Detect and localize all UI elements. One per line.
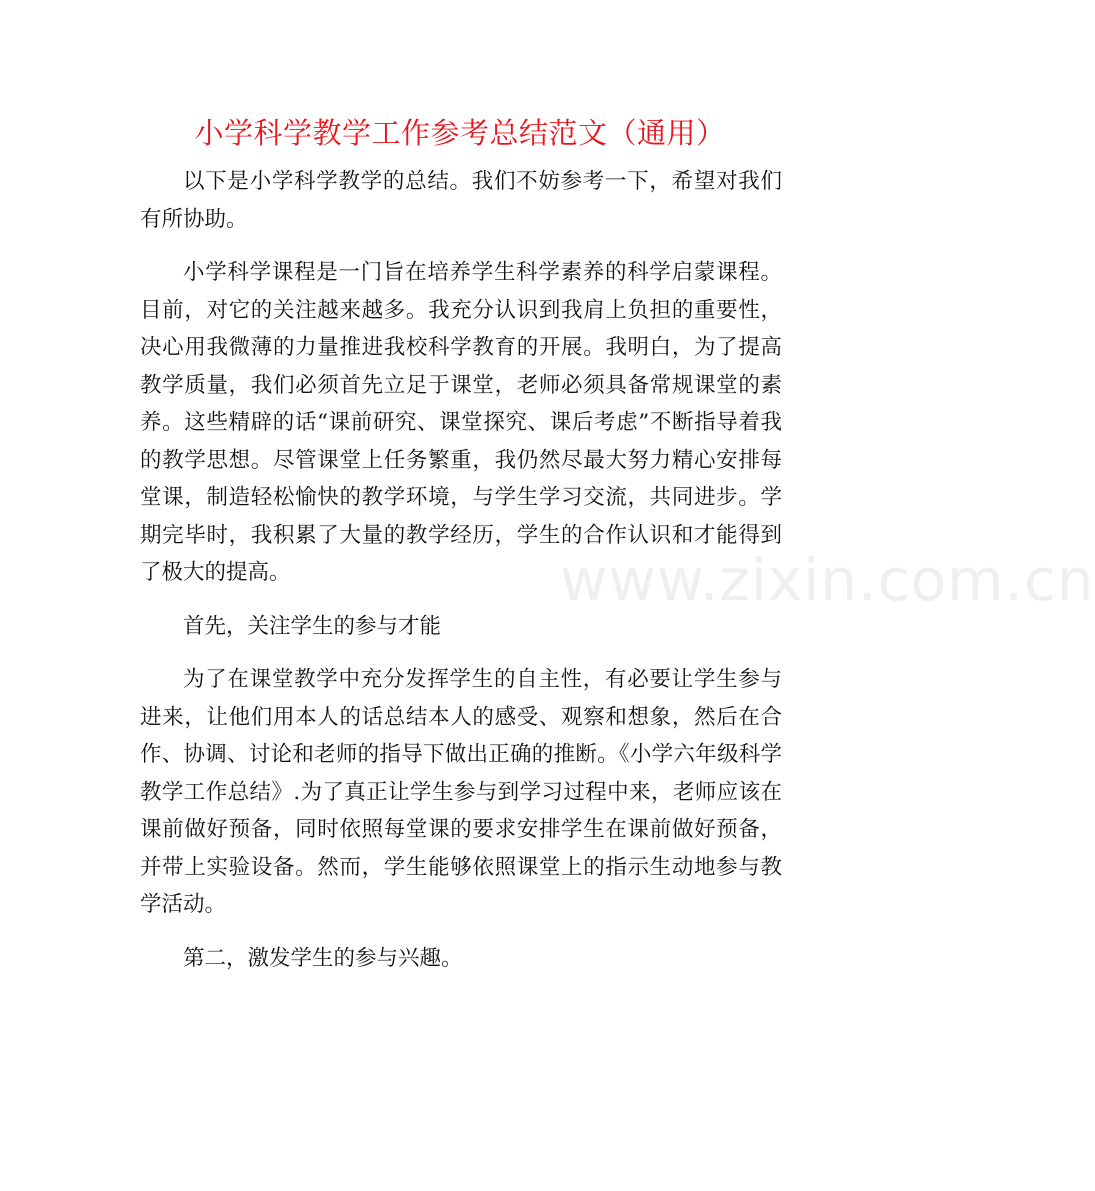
watermark: www.zixin.com.cn [560, 546, 1095, 614]
document-title: 小学科学教学工作参考总结范文（通用） [194, 116, 726, 150]
section-heading-first: 首先，关注学生的参与才能 [183, 613, 442, 639]
section-heading-second: 第二，激发学生的参与兴趣。 [183, 945, 463, 971]
document-body [140, 163, 782, 993]
paragraph-overview: 小学科学课程是一门旨在培养学生科学素养的科学启蒙课程。目前，对它的关注越来越多。我充分认识到我肩上负担的重要性，决心用我微薄的力量推进我校科学教育的开展。我明白，为了提高教学质量，我们必须首先立足于课堂，老师必须具备常规课堂的素养。这些精辟的话“课前研究、课堂探究、课后考虑”不断指导着我的教学思想。尽管课堂上任务繁重，我仍然尽最大努力精心安排每堂课，制造轻松愉快的教学环境，与学生学习交流，共同进步。学期完毕时，我积累了大量的教学经历，学生的合作认识和才能得到了极大的提高。 [140, 260, 782, 585]
paragraph-intro: 以下是小学科学教学的总结。我们不妨参考一下，希望对我们有所协助。 [140, 169, 782, 232]
paragraph-participation: 为了在课堂教学中充分发挥学生的自主性，有必要让学生参与进来，让他们用本人的话总结本人的感受、观察和想象，然后在合作、协调、讨论和老师的指导下做出正确的推断。《小学六年级科学教学工作总结》.为了真正让学生参与到学习过程中来，老师应该在课前做好预备，同时依照每堂课的要求安排学生在课前做好预备，并带上实验设备。然而，学生能够依照课堂上的指示生动地参与教学活动。 [140, 667, 782, 917]
